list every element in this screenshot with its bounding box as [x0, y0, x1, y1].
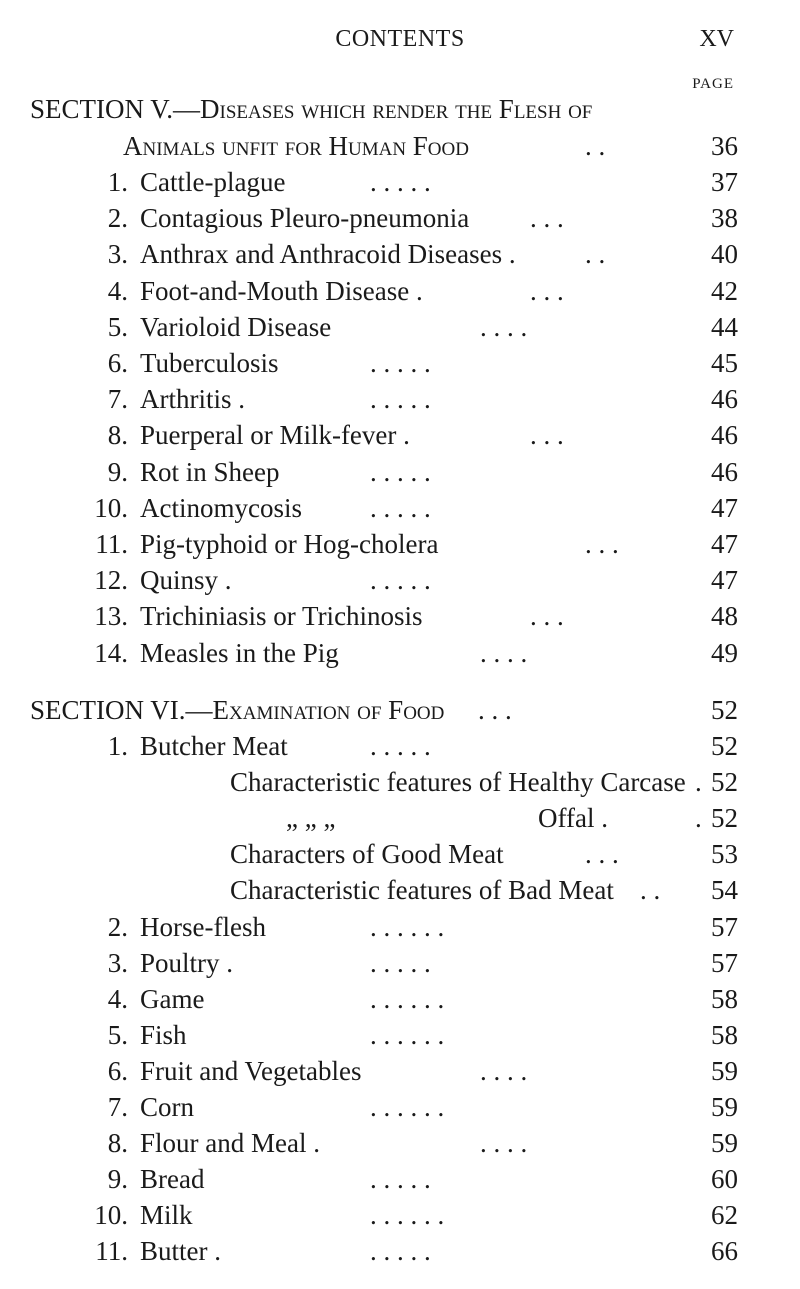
toc-entry	[0, 565, 800, 601]
toc-entry	[0, 767, 800, 803]
toc-entry	[0, 1128, 800, 1164]
entry-title: Arthritis .	[140, 384, 245, 415]
section-6-page: 52	[711, 695, 738, 725]
leader-dots: . . . . .	[370, 348, 431, 378]
toc-entry	[0, 1092, 800, 1128]
leader-dots: . . . . . .	[370, 1200, 445, 1231]
leader-dots: . . .	[530, 420, 564, 451]
entry-number: 2.	[107, 203, 128, 234]
entry-number: 6.	[107, 1055, 128, 1086]
entry-page: 57	[711, 947, 738, 978]
entry-number: 3.	[107, 239, 128, 270]
entry-number: 10.	[94, 492, 128, 523]
toc-entry	[0, 420, 800, 456]
entry-title: Measles in the Pig	[140, 637, 339, 668]
toc-entry	[0, 529, 800, 565]
entry-page: 54	[711, 875, 738, 906]
entry-page: 66	[711, 1236, 738, 1267]
entry-number: 2.	[107, 911, 128, 942]
entry-page: 38	[711, 203, 738, 234]
leader-dots: . . . . .	[370, 167, 431, 197]
leader-dots: .	[695, 767, 702, 798]
toc-entry	[0, 638, 800, 674]
entry-page: 53	[711, 839, 738, 870]
entry-page: 59	[711, 1055, 738, 1086]
entry-number: 4.	[107, 983, 128, 1014]
entry-number: 11.	[95, 529, 128, 559]
entry-title: Bread	[140, 1164, 205, 1195]
entry-page: 42	[711, 275, 738, 306]
entry-page: 37	[711, 167, 738, 197]
entry-page: 52	[711, 731, 738, 761]
entry-number: 7.	[107, 1092, 128, 1122]
toc-entry	[0, 875, 800, 911]
ditto-marks: „ „ „	[286, 803, 336, 834]
leader-dots: . . . . . .	[370, 983, 445, 1014]
header-roman-page: XV	[699, 26, 734, 52]
entry-title: Cattle-plague	[140, 167, 286, 197]
entry-title: Offal .	[538, 803, 608, 834]
toc-entry	[0, 1200, 800, 1236]
toc-entry	[0, 239, 800, 275]
leader-dots: . . . . .	[370, 492, 431, 523]
entry-title: Anthrax and Anthracoid Diseases .	[140, 239, 516, 270]
section-5-heading-line2	[0, 131, 800, 167]
section-6-number: SECTION VI.—	[30, 695, 213, 725]
entry-number: 10.	[94, 1200, 128, 1231]
entry-title: Quinsy .	[140, 565, 232, 596]
entry-title: Butcher Meat	[140, 731, 288, 761]
toc-entry	[0, 601, 800, 637]
entry-number: 8.	[107, 1128, 128, 1159]
leader-dots: . . . . . .	[370, 911, 445, 942]
toc-entry	[0, 457, 800, 493]
entry-page: 40	[711, 239, 738, 270]
entry-number: 14.	[94, 637, 128, 668]
leader-dots: . . . .	[480, 311, 528, 342]
entry-title: Characteristic features of Bad Meat	[230, 875, 614, 906]
entry-page: 60	[711, 1164, 738, 1195]
toc-entry	[0, 984, 800, 1020]
toc-entry	[0, 803, 800, 839]
leader-dots: . . . . . .	[370, 1092, 445, 1122]
entry-title: Pig-typhoid or Hog-cholera	[140, 529, 439, 559]
toc-entry	[0, 839, 800, 875]
toc-entry	[0, 1236, 800, 1272]
page-column-label: PAGE	[692, 76, 734, 92]
entry-title: Fish	[140, 1019, 187, 1050]
entry-page: 52	[711, 803, 738, 834]
entry-page: 45	[711, 348, 738, 378]
leader-dots: . . . . .	[370, 1236, 431, 1267]
entry-number: 8.	[107, 420, 128, 451]
leader-dots: . . . .	[480, 1055, 528, 1086]
entry-title: Corn	[140, 1092, 194, 1122]
entry-number: 3.	[107, 947, 128, 978]
entry-page: 58	[711, 983, 738, 1014]
toc-entry	[0, 912, 800, 948]
entry-number: 4.	[107, 275, 128, 306]
entry-title: Characteristic features of Healthy Carcase	[230, 767, 686, 798]
section-5-heading	[30, 94, 592, 125]
entry-title: Horse-flesh	[140, 911, 266, 942]
leader-dots: . . . . .	[370, 1164, 431, 1195]
entry-title: Rot in Sheep	[140, 456, 280, 487]
entry-page: 62	[711, 1200, 738, 1231]
running-header	[0, 26, 800, 56]
entry-page: 58	[711, 1019, 738, 1050]
leader-dots: . .	[585, 239, 606, 270]
entry-page: 52	[711, 767, 738, 798]
entry-page: 46	[711, 456, 738, 487]
entry-page: 59	[711, 1128, 738, 1159]
entry-number: 9.	[107, 456, 128, 487]
leader-dots: . . .	[585, 529, 619, 559]
section-6-heading-text	[30, 695, 444, 726]
entry-number: 5.	[107, 311, 128, 342]
toc-entry	[0, 203, 800, 239]
toc-entry	[0, 276, 800, 312]
leader-dots: . . .	[530, 275, 564, 306]
entry-title: Contagious Pleuro-pneumonia	[140, 203, 470, 234]
toc-entry	[0, 948, 800, 984]
entry-title: Tuberculosis	[140, 348, 279, 378]
leader-dots: .	[695, 803, 702, 834]
toc-entry	[0, 348, 800, 384]
leader-dots: . . .	[530, 203, 564, 234]
entry-number: 9.	[107, 1164, 128, 1195]
leader-dots: . .	[640, 875, 661, 906]
leader-dots: . . . . . .	[370, 1019, 445, 1050]
leader-dots: . .	[585, 131, 606, 161]
leader-dots: . . . . .	[370, 456, 431, 487]
entry-title: Milk	[140, 1200, 193, 1231]
entry-title: Fruit and Vegetables	[140, 1055, 362, 1086]
section-6-title: Examination of Food	[212, 695, 445, 725]
entry-page: 48	[711, 601, 738, 632]
toc-entry	[0, 1056, 800, 1092]
entry-number: 6.	[107, 348, 128, 378]
entry-page: 46	[711, 384, 738, 415]
leader-dots: . . . . .	[370, 731, 431, 761]
toc-entry	[0, 493, 800, 529]
entry-title: Poultry .	[140, 947, 234, 978]
entry-number: 7.	[107, 384, 128, 415]
toc-entry	[0, 384, 800, 420]
toc-entry	[0, 1164, 800, 1200]
entry-number: 11.	[95, 1236, 128, 1267]
leader-dots: . . .	[478, 695, 512, 725]
header-title: CONTENTS	[335, 26, 465, 52]
section-5-title: Diseases which render the Flesh of	[200, 94, 593, 124]
entry-title: Flour and Meal .	[140, 1128, 320, 1159]
leader-dots: . . .	[530, 601, 564, 632]
entry-number: 12.	[94, 565, 128, 596]
entry-page: 47	[711, 529, 738, 559]
entry-number: 1.	[107, 731, 128, 761]
entry-page: 44	[711, 311, 738, 342]
entry-title: Puerperal or Milk-fever .	[140, 420, 410, 451]
leader-dots: . . . . .	[370, 565, 431, 596]
entry-title: Varioloid Disease	[140, 311, 332, 342]
toc-entry	[0, 731, 800, 767]
entry-page: 59	[711, 1092, 738, 1122]
entry-page: 47	[711, 492, 738, 523]
entry-page: 46	[711, 420, 738, 451]
entry-page: 47	[711, 565, 738, 596]
toc-entry	[0, 1020, 800, 1056]
leader-dots: . . .	[585, 839, 619, 870]
section-6-heading	[0, 695, 800, 731]
entry-page: 49	[711, 637, 738, 668]
entry-title: Actinomycosis	[140, 492, 302, 523]
entry-number: 5.	[107, 1019, 128, 1050]
entry-title: Characters of Good Meat	[230, 839, 504, 870]
leader-dots: . . . .	[480, 1128, 528, 1159]
entry-number: 13.	[94, 601, 128, 632]
leader-dots: . . . . .	[370, 384, 431, 415]
entry-number: 1.	[107, 167, 128, 197]
entry-title: Game	[140, 983, 205, 1014]
entry-page: 57	[711, 911, 738, 942]
section-5-page: 36	[711, 131, 738, 161]
leader-dots: . . . .	[480, 637, 528, 668]
toc-entry	[0, 167, 800, 203]
leader-dots: . . . . .	[370, 947, 431, 978]
toc-entry	[0, 312, 800, 348]
entry-title: Trichiniasis or Trichinosis	[140, 601, 423, 632]
entry-title: Butter .	[140, 1236, 221, 1267]
section-5-number: SECTION V.—	[30, 94, 201, 124]
entry-title: Foot-and-Mouth Disease .	[140, 275, 423, 306]
section-5-title-cont: Animals unfit for Human Food	[123, 131, 469, 161]
